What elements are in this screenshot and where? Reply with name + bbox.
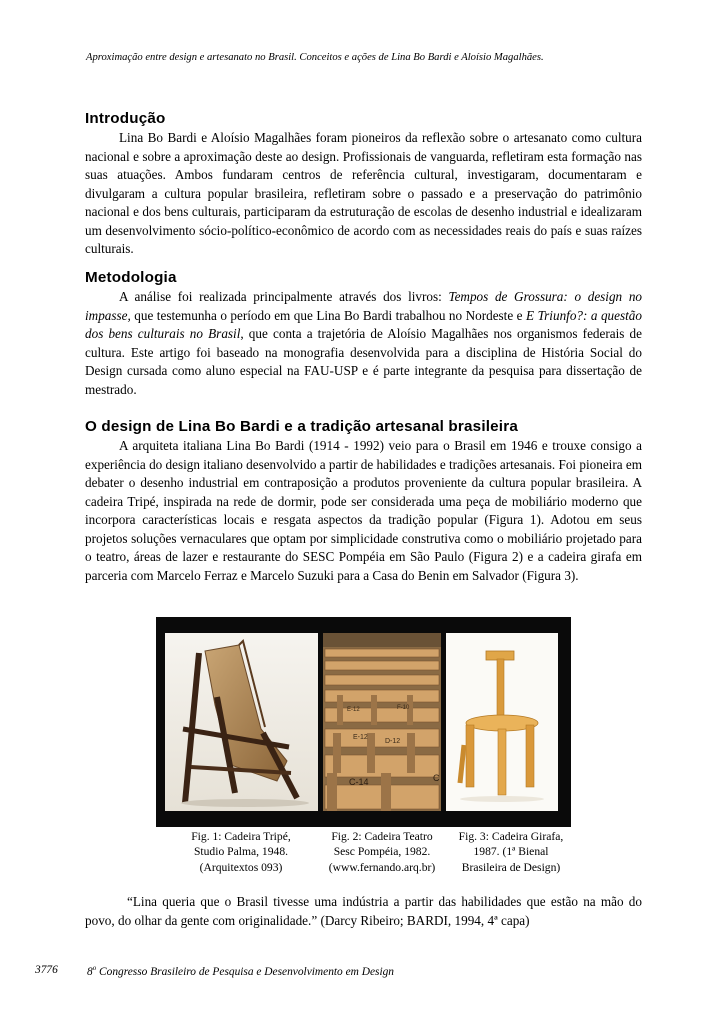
section-design-lina (85, 417, 642, 585)
figure-3-photo (446, 633, 558, 811)
section-heading: Metodologia (85, 269, 177, 286)
figure-1-caption (176, 829, 306, 875)
book-title: Tempos de Grossura: o design no impasse, (85, 289, 643, 323)
caption-line: Brasileira de Design) (461, 860, 561, 874)
paragraph-text: , que conta a trajetória de Aloísio Magalhães nos organismos federais de cultura. Este artigo foi baseado na monografia desenvolvida para a disciplina de História Social do Design cursada como aluno especial na FAU-USP e é parte integrante da pesquisa para dissertação de mestrado. (85, 326, 642, 397)
caption-line: 1987. (1ª Bienal (473, 845, 549, 859)
section-paragraph: A arquiteta italiana Lina Bo Bardi (1914 - 1992) veio para o Brasil em 1946 e trouxe consigo a experiência do design italiano desenvolvido a partir de habilidades e tradições artesanais. Foi pioneira em debater o desenho industrial em contraposição a produtos proveniente da cultura popular brasileira. A cadeira Tripé, inspirada na rede de dormir, pode ser considerada uma peça de mobiliário moderno que incorpora características locais e resgata aspectos da tradição popular (Figura 1). Adotou em seus projetos soluções vernaculares que optam por simplicidade construtiva como o mobiliário projetado para o teatro, áreas de lazer e restaurante do SESC Pompéia em São Paulo (Figura 2) e a cadeira girafa em parceria com Marcelo Ferraz e Marcelo Suzuki para a Casa do Benin em Salvador (Figura 3). (85, 438, 642, 583)
conference-footer (87, 964, 394, 978)
conference-ordinal-sup: o (92, 964, 97, 972)
figure-2-caption (316, 829, 448, 875)
paragraph-text: que testemunha o período em que Lina Bo Bardi trabalhou no Nordeste e (130, 307, 527, 323)
caption-line: Fig. 1: Cadeira Tripé, (191, 830, 291, 843)
section-paragraph: Lina Bo Bardi e Aloísio Magalhães foram pioneiros da reflexão sobre o artesanato como cultura nacional e sobre a aproximação deste ao design. Profissionais de vanguarda, refletiram esta formação nas suas atuações. Ambos fundaram centros de referência cultural, investigaram, documentaram e divulgaram a cultura popular brasileira, refletiram sobre o passado e a preservação do patrimônio nacional e dos bens culturais, participaram da estruturação de escolas de desenho industrial e idealizaram um desenvolvimento sócio-político-econômico de acordo com as necessidades reais do país e suas raízes culturais. (85, 130, 642, 257)
quote-paragraph: “Lina queria que o Brasil tivesse uma indústria a partir das habilidades que estão na mão do povo, do olhar da gente com originalidade.” (Darcy Ribeiro; BARDI, 1994, 4ª capa) (85, 894, 642, 928)
seat-label: E-12 (353, 734, 368, 741)
conference-ordinal: 8 (87, 965, 93, 978)
figure-3-caption (448, 829, 574, 875)
page-number: 3776 (35, 964, 58, 976)
section-paragraph (85, 288, 642, 399)
section-metodologia (85, 268, 642, 399)
seat-label: F-10 (397, 705, 410, 711)
figure-2-photo (323, 633, 441, 811)
paragraph-text: A análise foi realizada principalmente através dos livros: (119, 289, 449, 304)
caption-line: (Arquitextos 093) (199, 860, 283, 874)
figure-frame (156, 617, 571, 827)
caption-line: (www.fernando.arq.br) (328, 860, 436, 874)
caption-line: Sesc Pompéia, 1982. (333, 845, 431, 859)
running-header: Aproximação entre design e artesanato no Brasil. Conceitos e ações de Lina Bo Bardi e Aloísio Magalhães. (86, 52, 544, 63)
caption-line: Studio Palma, 1948. (193, 845, 289, 859)
conference-name: Congresso Brasileiro de Pesquisa e Desenvolvimento em Design (96, 965, 394, 978)
section-heading: O design de Lina Bo Bardi e a tradição artesanal brasileira (85, 418, 518, 435)
seat-label: D-12 (385, 738, 401, 745)
figure-1-photo (165, 633, 318, 811)
book-title: E Triunfo?: a questão dos bens culturais no Brasil (85, 307, 642, 342)
seat-label: E-12 (347, 707, 360, 713)
caption-line: Fig. 3: Cadeira Girafa, (458, 830, 564, 843)
seat-label: C-14 (349, 777, 369, 787)
section-heading: Introdução (85, 110, 166, 127)
section-introducao (85, 109, 642, 259)
seat-label: C (433, 773, 440, 783)
caption-line: Fig. 2: Cadeira Teatro (331, 830, 433, 843)
